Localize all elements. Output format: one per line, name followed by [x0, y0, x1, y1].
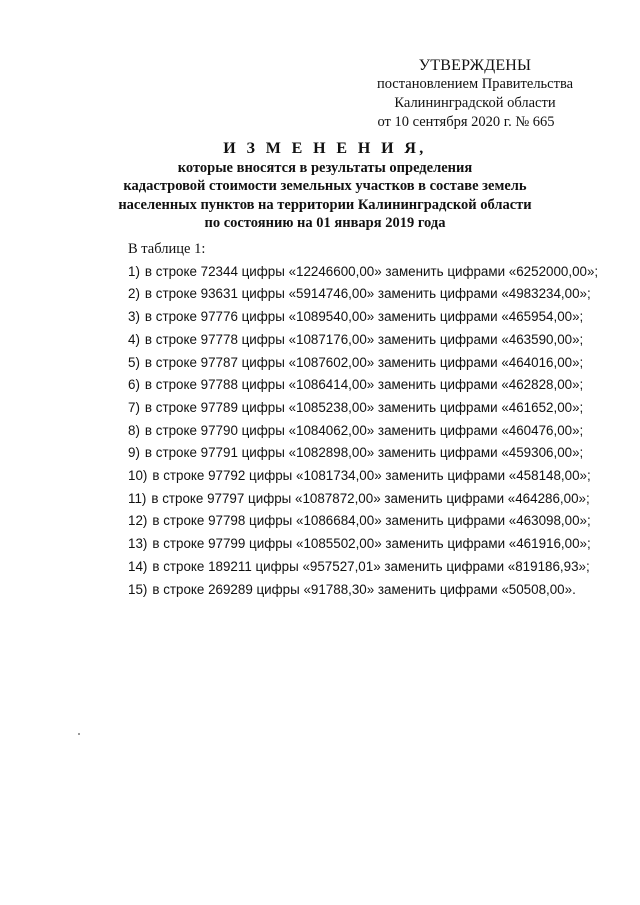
list-item [128, 556, 628, 579]
approval-block [330, 56, 620, 132]
list-item [128, 579, 628, 602]
scan-speck [78, 733, 80, 735]
list-item-number: 10) [128, 468, 148, 484]
list-item [128, 352, 628, 375]
heading-title: И З М Е Н Е Н И Я, [223, 140, 427, 157]
list-item-number: 14) [128, 558, 148, 574]
list-item-text: в строке 97776 цифры «1089540,00» заменить цифрами «465954,00»; [144, 309, 584, 325]
list-item-number: 8) [128, 422, 140, 438]
approval-date-line: от 10 сентября 2020 г. № 665 [377, 114, 555, 130]
list-item-text: в строке 97787 цифры «1087602,00» заменить цифрами «464016,00»; [144, 354, 584, 370]
list-item-text: в строке 97789 цифры «1085238,00» заменить цифрами «461652,00»; [144, 399, 584, 415]
list-item [128, 374, 628, 397]
approval-line-2: Калининградской области [394, 95, 556, 111]
heading-line-4: по состоянию на 01 января 2019 года [204, 215, 446, 231]
approval-line-1: постановлением Правительства [376, 76, 574, 92]
list-item [128, 420, 628, 443]
list-item-number: 12) [128, 513, 148, 529]
list-item-number: 11) [128, 490, 147, 506]
list-item-text: в строке 269289 цифры «91788,30» заменить цифрами «50508,00». [152, 581, 576, 597]
list-item-number: 9) [128, 445, 140, 461]
list-item [128, 306, 628, 329]
list-item-number: 6) [128, 377, 140, 393]
list-item-text: в строке 93631 цифры «5914746,00» заменить цифрами «4983234,00»; [144, 286, 591, 302]
list-item-number: 7) [128, 399, 140, 415]
list-item-text: в строке 97792 цифры «1081734,00» заменить цифрами «458148,00»; [152, 468, 591, 484]
heading-line-1: которые вносятся в результаты определения [177, 159, 473, 176]
list-item-number: 3) [128, 309, 140, 325]
list-item-text: в строке 97798 цифры «1086684,00» заменить цифрами «463098,00»; [152, 513, 591, 529]
list-item [128, 329, 628, 352]
list-item [128, 465, 628, 488]
list-item [128, 533, 628, 556]
list-item-number: 15) [128, 581, 148, 597]
list-item-text: в строке 97788 цифры «1086414,00» заменить цифрами «462828,00»; [144, 377, 584, 393]
list-item [128, 510, 628, 533]
list-item [128, 397, 628, 420]
approval-stamp: УТВЕРЖДЕНЫ [418, 57, 532, 74]
list-item-text: в строке 97791 цифры «1082898,00» заменить цифрами «459306,00»; [144, 445, 584, 461]
list-item [128, 261, 628, 284]
amendments-list [128, 261, 628, 602]
heading-line-2: кадастровой стоимости земельных участков в составе земель [123, 178, 527, 194]
list-item-text: в строке 97778 цифры «1087176,00» заменить цифрами «463590,00»; [144, 331, 584, 347]
list-item-text: в строке 97790 цифры «1084062,00» заменить цифрами «460476,00»; [144, 422, 584, 438]
list-item [128, 442, 628, 465]
list-item [128, 283, 628, 306]
intro-text: В таблице 1: [128, 241, 206, 257]
list-item-text: в строке 72344 цифры «12246600,00» заменить цифрами «6252000,00»; [144, 263, 599, 279]
list-item-text: в строке 189211 цифры «957527,01» заменить цифрами «819186,93»; [152, 558, 590, 574]
heading-line-3: населенных пунктов на территории Калининградской области [118, 196, 532, 213]
list-item-number: 5) [128, 354, 140, 370]
list-item [128, 488, 628, 511]
list-item-text: в строке 97797 цифры «1087872,00» заменить цифрами «464286,00»; [151, 490, 590, 506]
document-body [128, 238, 628, 601]
list-item-number: 13) [128, 536, 148, 552]
document-heading [100, 140, 550, 233]
list-item-text: в строке 97799 цифры «1085502,00» заменить цифрами «461916,00»; [152, 536, 591, 552]
list-item-number: 4) [128, 331, 140, 347]
list-item-number: 1) [128, 263, 140, 279]
list-item-number: 2) [128, 286, 140, 302]
